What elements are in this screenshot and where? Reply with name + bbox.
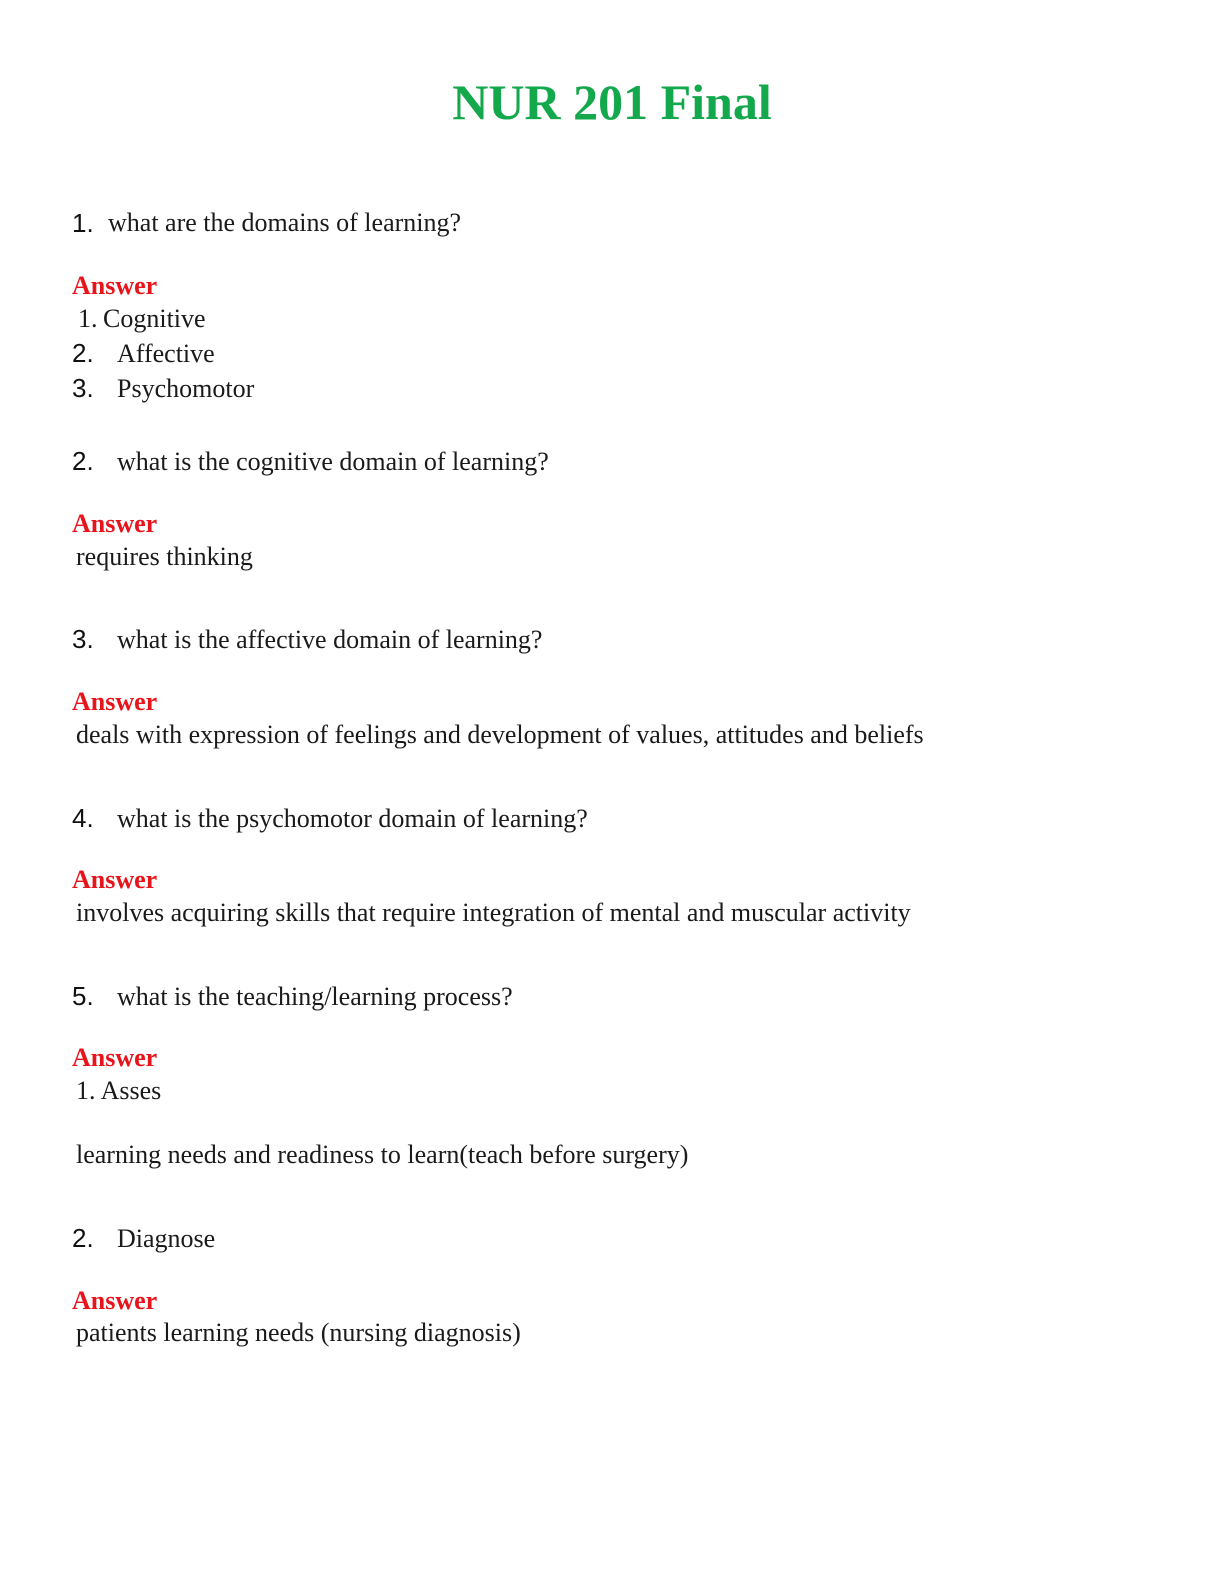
question-6-number: 2. xyxy=(72,1223,94,1253)
answer-1-label: Answer xyxy=(72,271,158,300)
question-5-text: what is the teaching/learning process? xyxy=(117,982,513,1011)
question-1-text: what are the domains of learning? xyxy=(108,208,462,237)
answer-3-text: deals with expression of feelings and development of values, attitudes and beliefs xyxy=(76,720,924,749)
answer-1-item-2-number: 2. xyxy=(72,338,94,368)
question-5-number: 5. xyxy=(72,981,94,1011)
question-3-text: what is the affective domain of learning? xyxy=(117,625,543,654)
answer-1-item-3-text: Psychomotor xyxy=(117,374,255,403)
question-3-number: 3. xyxy=(72,624,94,654)
question-6-text: Diagnose xyxy=(117,1224,216,1253)
question-2-number: 2. xyxy=(72,446,94,476)
answer-1-item-3-number: 3. xyxy=(72,373,94,403)
answer-1-item-1-text: Cognitive xyxy=(103,304,206,333)
answer-2-label: Answer xyxy=(72,509,158,538)
answer-4-label: Answer xyxy=(72,865,158,894)
answer-2-text: requires thinking xyxy=(76,542,253,571)
question-4-number: 4. xyxy=(72,803,94,833)
answer-5-detail: learning needs and readiness to learn(teach before surgery) xyxy=(76,1140,689,1169)
answer-6-label: Answer xyxy=(72,1286,158,1315)
question-4-text: what is the psychomotor domain of learning? xyxy=(117,804,588,833)
document-title: NUR 201 Final xyxy=(452,74,772,130)
answer-5-label: Answer xyxy=(72,1043,158,1072)
answer-3-label: Answer xyxy=(72,687,158,716)
answer-1-item-1-number: 1. xyxy=(78,304,98,333)
answer-6-text: patients learning needs (nursing diagnosis) xyxy=(76,1318,521,1347)
question-2-text: what is the cognitive domain of learning? xyxy=(117,447,549,476)
question-1-number: 1. xyxy=(72,208,94,238)
answer-4-text: involves acquiring skills that require integration of mental and muscular activity xyxy=(76,898,911,927)
answer-1-item-2-text: Affective xyxy=(117,339,215,368)
answer-5-step: 1. Asses xyxy=(76,1076,162,1105)
